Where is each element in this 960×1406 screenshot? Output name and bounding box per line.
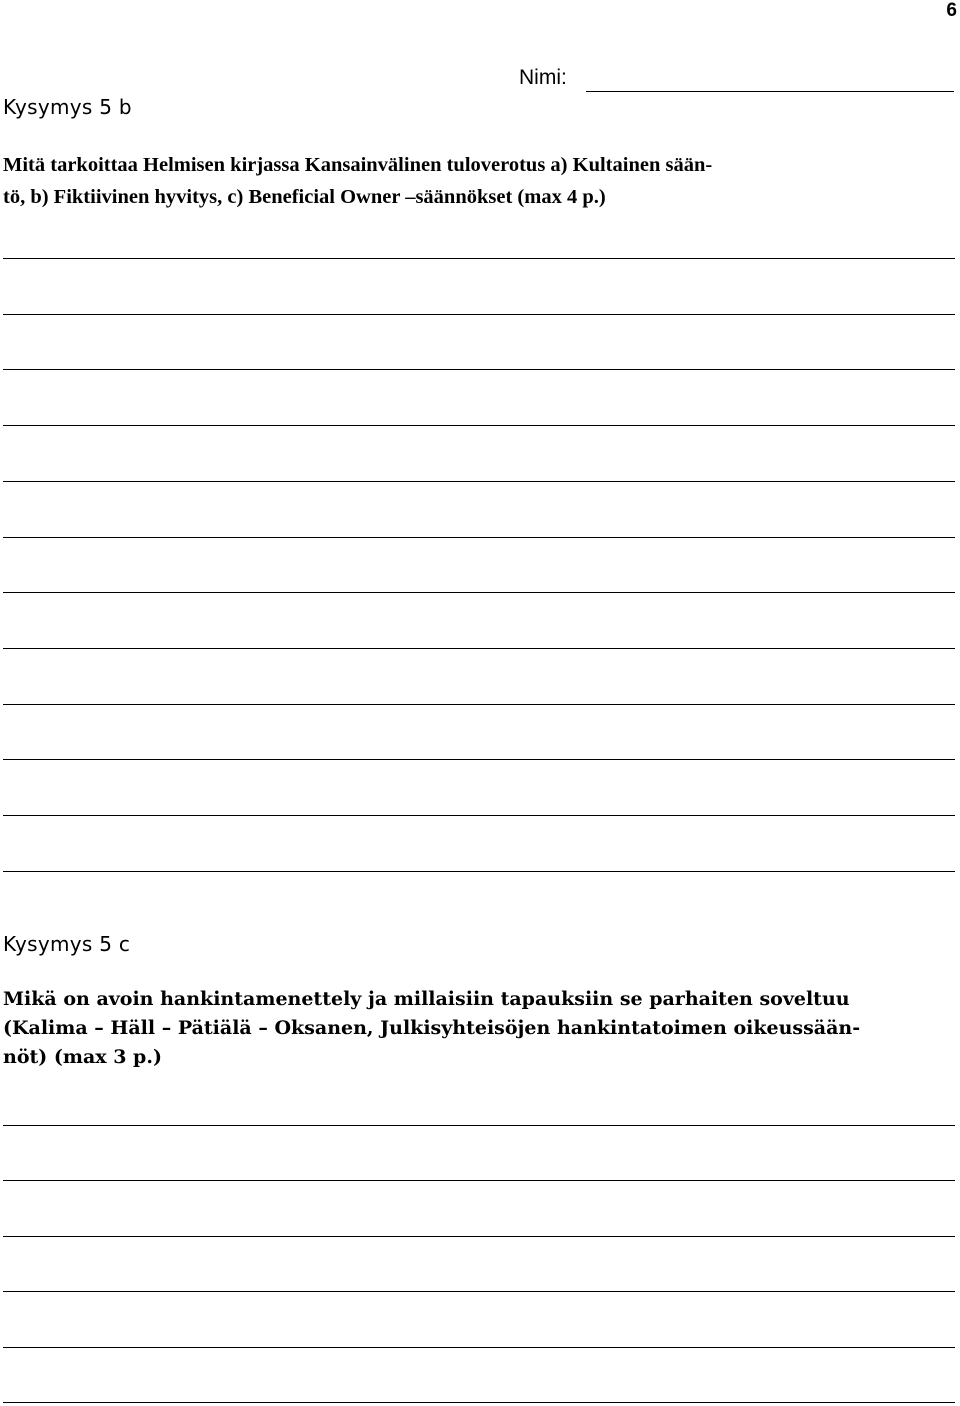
page-number: 6 — [946, 0, 957, 21]
question-5c-answer-line[interactable] — [3, 1291, 955, 1292]
question-5b-answer-line[interactable] — [3, 537, 955, 538]
question-5b-answer-line[interactable] — [3, 759, 955, 760]
question-5b-text-line-2: tö, b) Fiktiivinen hyvitys, c) Beneficial Owner –säännökset (max 4 p.) — [3, 186, 606, 208]
name-field-line[interactable] — [586, 91, 954, 92]
question-5b-answer-line[interactable] — [3, 871, 955, 872]
question-5b-answer-line[interactable] — [3, 704, 955, 705]
name-label: Nimi: — [519, 66, 567, 89]
question-5c-answer-line[interactable] — [3, 1180, 955, 1181]
question-5b-answer-line[interactable] — [3, 592, 955, 593]
question-5c-text-line-2: (Kalima – Häll – Pätiälä – Oksanen, Julkisyhteisöjen hankintatoimen oikeussään- — [3, 1017, 861, 1039]
question-5b-heading: Kysymys 5 b — [3, 95, 132, 119]
question-5c-answer-line[interactable] — [3, 1347, 955, 1348]
question-5c-text — [3, 985, 955, 1072]
question-5c-answer-line[interactable] — [3, 1236, 955, 1237]
question-5b-answer-line[interactable] — [3, 425, 955, 426]
question-5c-text-line-1: Mikä on avoin hankintamenettely ja millaisiin tapauksiin se parhaiten soveltuu — [3, 988, 850, 1010]
question-5b-answer-line[interactable] — [3, 314, 955, 315]
question-5b-text — [3, 149, 955, 213]
question-5b-answer-line[interactable] — [3, 481, 955, 482]
question-5c-heading: Kysymys 5 c — [3, 932, 131, 956]
question-5c-answer-line[interactable] — [3, 1125, 955, 1126]
question-5b-answer-line[interactable] — [3, 258, 955, 259]
question-5b-text-line-1: Mitä tarkoittaa Helmisen kirjassa Kansainvälinen tuloverotus a) Kultainen sään- — [3, 154, 713, 176]
question-5b-answer-line[interactable] — [3, 648, 955, 649]
question-5b-answer-line[interactable] — [3, 815, 955, 816]
question-5b-answer-line[interactable] — [3, 369, 955, 370]
question-5c-text-line-3: nöt) (max 3 p.) — [3, 1046, 162, 1068]
question-5c-answer-line[interactable] — [3, 1402, 955, 1403]
